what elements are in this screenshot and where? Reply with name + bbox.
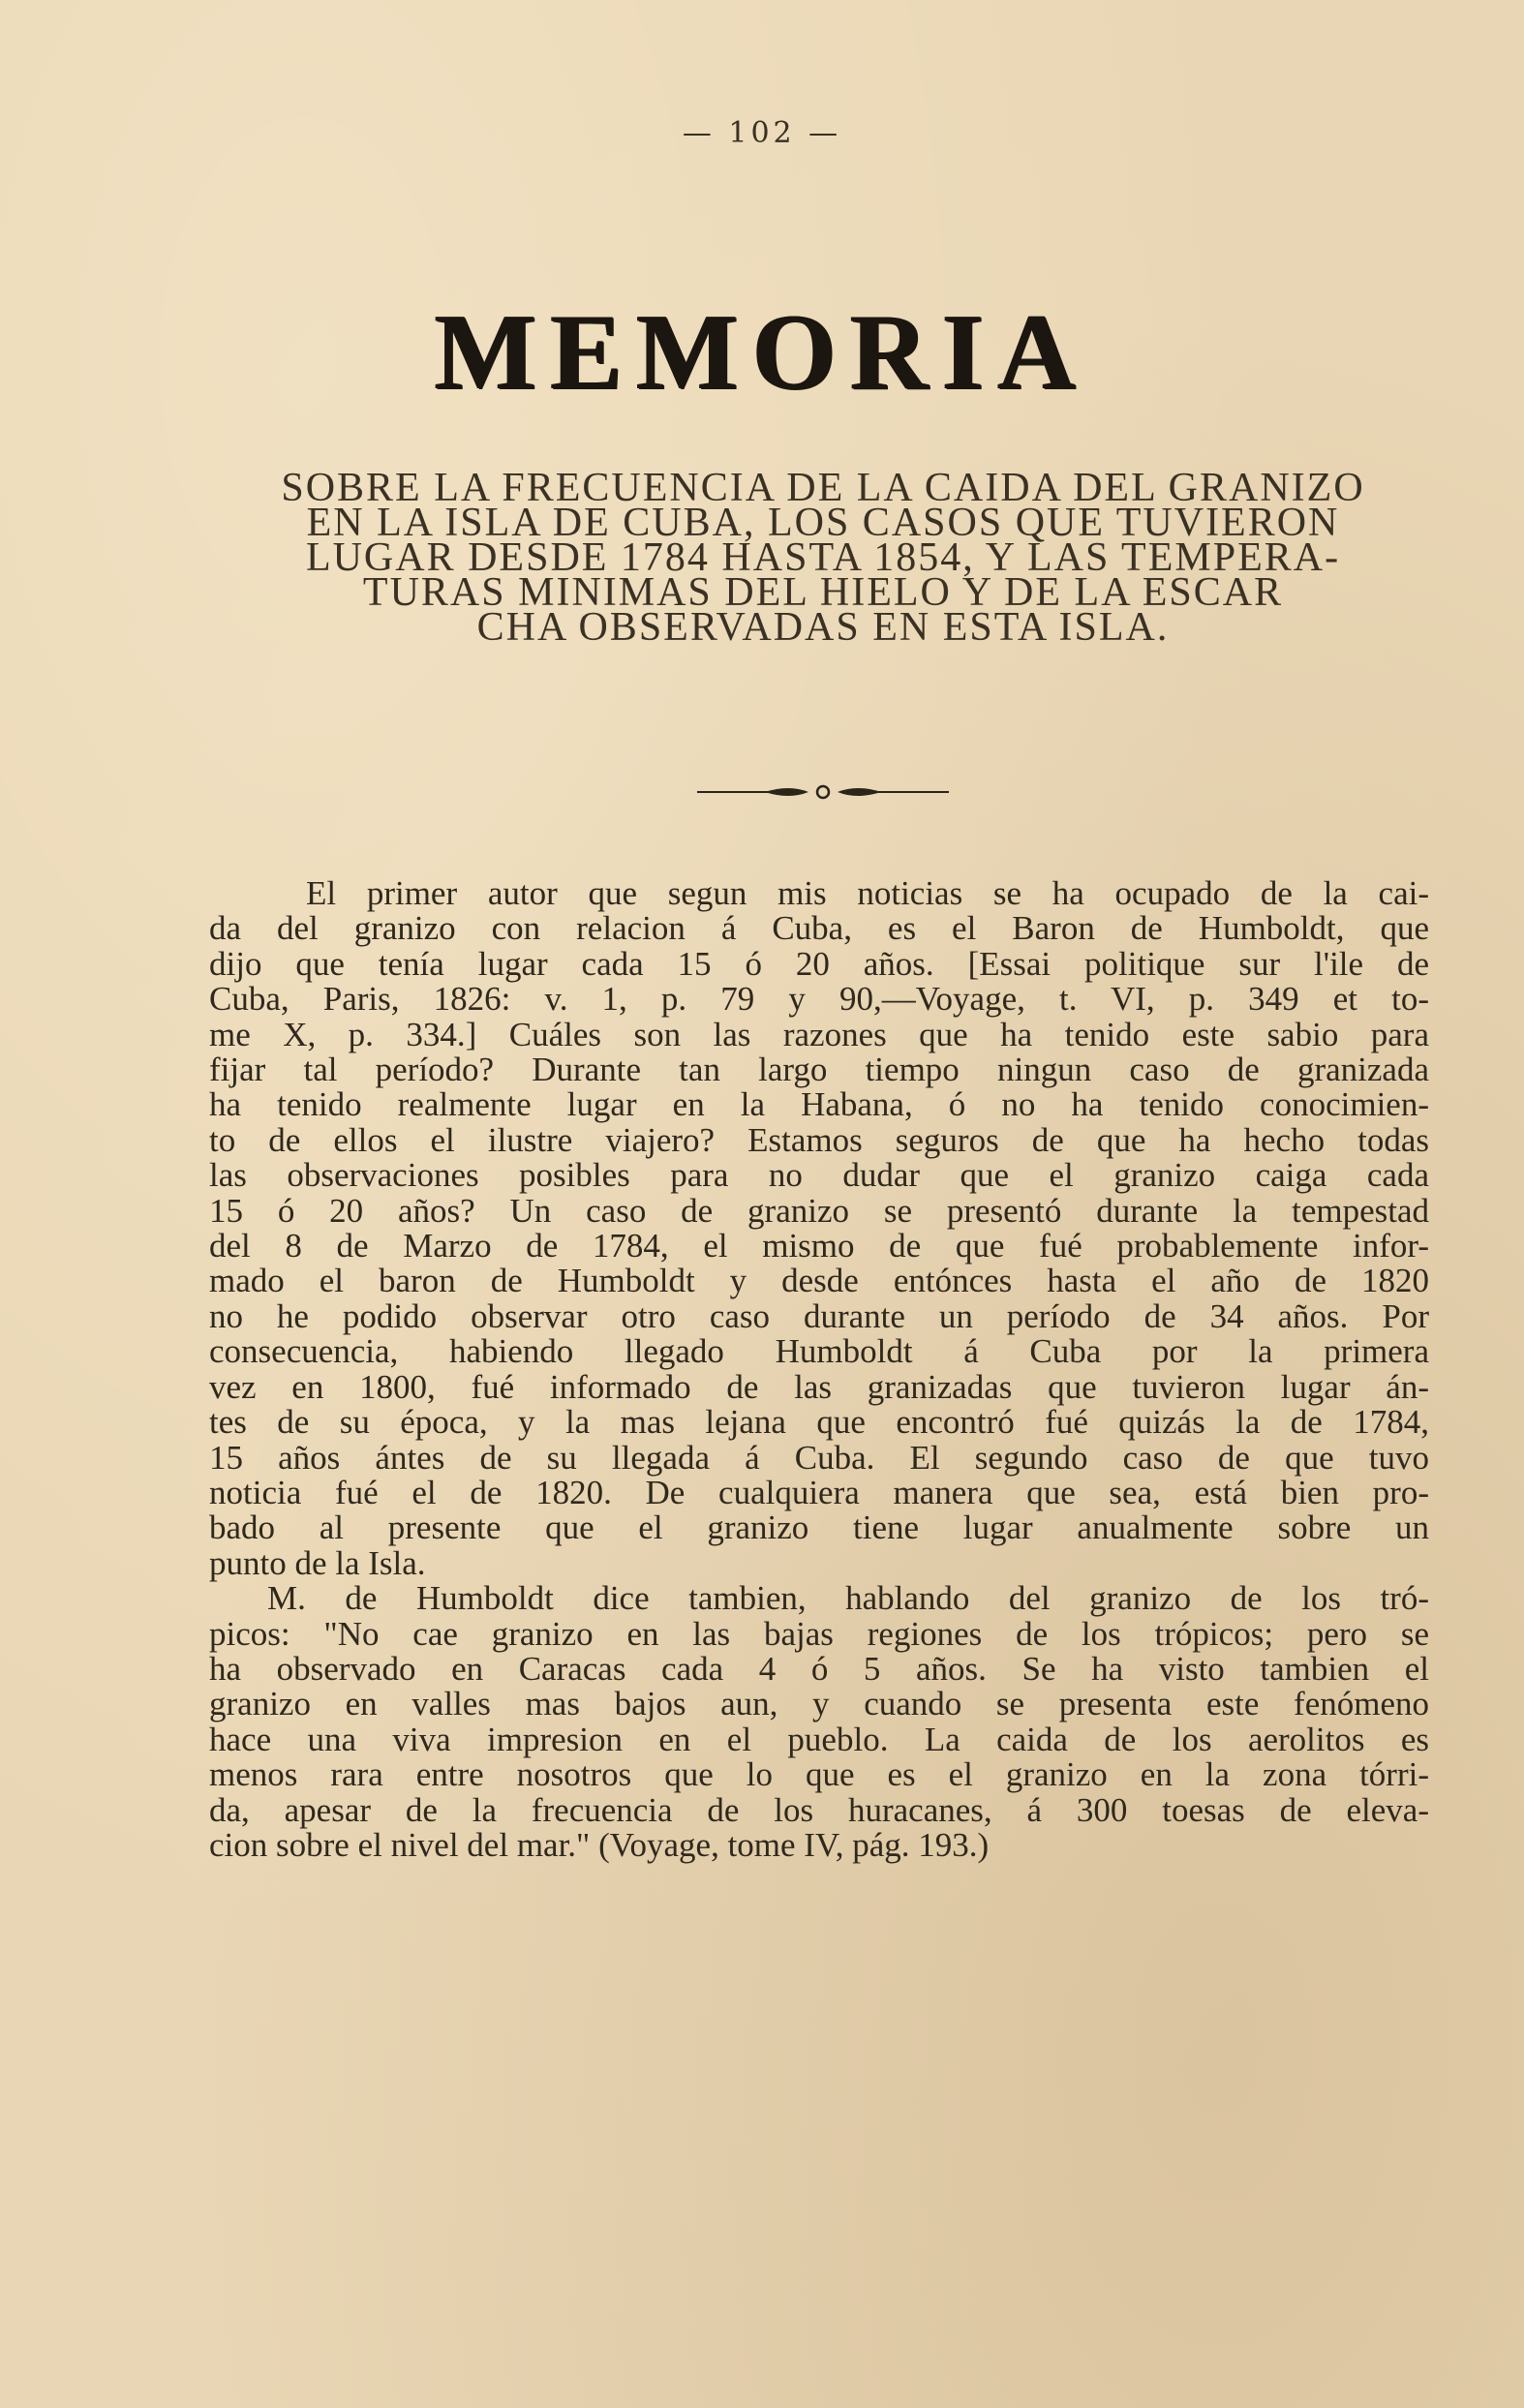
text-line: fijar tal período? Durante tan largo tiempo ningun caso de granizada	[209, 1051, 1429, 1089]
text-line: no he podido observar otro caso durante un período de 34 años. Por	[209, 1296, 1429, 1335]
page-title: MEMORIA	[434, 292, 1090, 412]
text-line: picos: "No cae granizo en las bajas regiones de los trópicos; pero se	[209, 1614, 1429, 1653]
text-line: menos rara entre nosotros que lo que es el granizo en la zona tórri-	[209, 1755, 1429, 1794]
text-line: me X, p. 334.] Cuáles son las razones que ha tenido este sabio para	[209, 1015, 1429, 1053]
text-line: vez en 1800, fué informado de las granizadas que tuvieron lugar án-	[209, 1367, 1429, 1406]
text-line: da, apesar de la frecuencia de los huracanes, á 300 toesas de eleva-	[209, 1790, 1429, 1829]
text-line: mado el baron de Humboldt y desde entónces hasta el año de 1820	[209, 1262, 1429, 1300]
subtitle-line: TURAS MINIMAS DEL HIELO Y DE LA ESCAR	[362, 570, 1284, 615]
subtitle-line: CHA OBSERVADAS EN ESTA ISLA.	[476, 605, 1170, 650]
text-line: to de ellos el ilustre viajero? Estamos seguros de que ha hecho todas	[209, 1120, 1429, 1159]
subtitle-line: EN LA ISLA DE CUBA, LOS CASOS QUE TUVIERON	[306, 501, 1340, 545]
text-line: Cuba, Paris, 1826: v. 1, p. 79 y 90,—Voyage, t. VI, p. 349 et to-	[209, 980, 1429, 1019]
text-line: punto de la Isla.	[209, 1543, 426, 1582]
text-line: da del granizo con relacion á Cuba, es el Baron de Humboldt, que	[209, 909, 1429, 948]
text-line: bado al presente que el granizo tiene lugar anualmente sobre un	[209, 1509, 1429, 1547]
text-line: del 8 de Marzo de 1784, el mismo de que fué probablemente infor-	[209, 1227, 1429, 1265]
text-line: hace una viva impresion en el pueblo. La caida de los aerolitos es	[209, 1720, 1429, 1758]
text-line: noticia fué el de 1820. De cualquiera manera que sea, está bien pro-	[209, 1473, 1429, 1511]
text-line: las observaciones posibles para no dudar que el granizo caiga cada	[209, 1156, 1429, 1195]
text-line: El primer autor que segun mis noticias se ha ocupado de la cai-	[306, 874, 1429, 912]
text-line: ha tenido realmente lugar en la Habana, ó no ha tenido conocimien-	[209, 1085, 1429, 1124]
subtitle-line: LUGAR DESDE 1784 HASTA 1854, Y LAS TEMPERA-	[305, 535, 1341, 580]
text-line: consecuencia, habiendo llegado Humboldt á Cuba por la primera	[209, 1332, 1429, 1371]
text-line: tes de su época, y la mas lejana que encontró fué quizás la de 1784,	[209, 1403, 1429, 1442]
text-line: dijo que tenía lugar cada 15 ó 20 años. [Essai politique sur l'ile de	[209, 944, 1429, 983]
text-line: granizo en valles mas bajos aun, y cuando se presenta este fenómeno	[209, 1685, 1429, 1723]
text-line: cion sobre el nivel del mar." (Voyage, tome IV, pág. 193.)	[209, 1825, 990, 1864]
text-line: ha observado en Caracas cada 4 ó 5 años. Se ha visto tambien el	[209, 1649, 1429, 1688]
ornamental-divider-icon	[697, 780, 949, 804]
subtitle	[194, 466, 1452, 650]
body-text	[209, 876, 1429, 1863]
text-line: M. de Humboldt dice tambien, hablando del granizo de los tró-	[267, 1579, 1429, 1618]
text-line: 15 años ántes de su llegada á Cuba. El segundo caso de que tuvo	[209, 1438, 1429, 1477]
page-number: — 102 —	[682, 116, 842, 150]
subtitle-line: SOBRE LA FRECUENCIA DE LA CAIDA DEL GRANIZO	[281, 466, 1365, 510]
text-line: 15 ó 20 años? Un caso de granizo se presentó durante la tempestad	[209, 1191, 1429, 1230]
